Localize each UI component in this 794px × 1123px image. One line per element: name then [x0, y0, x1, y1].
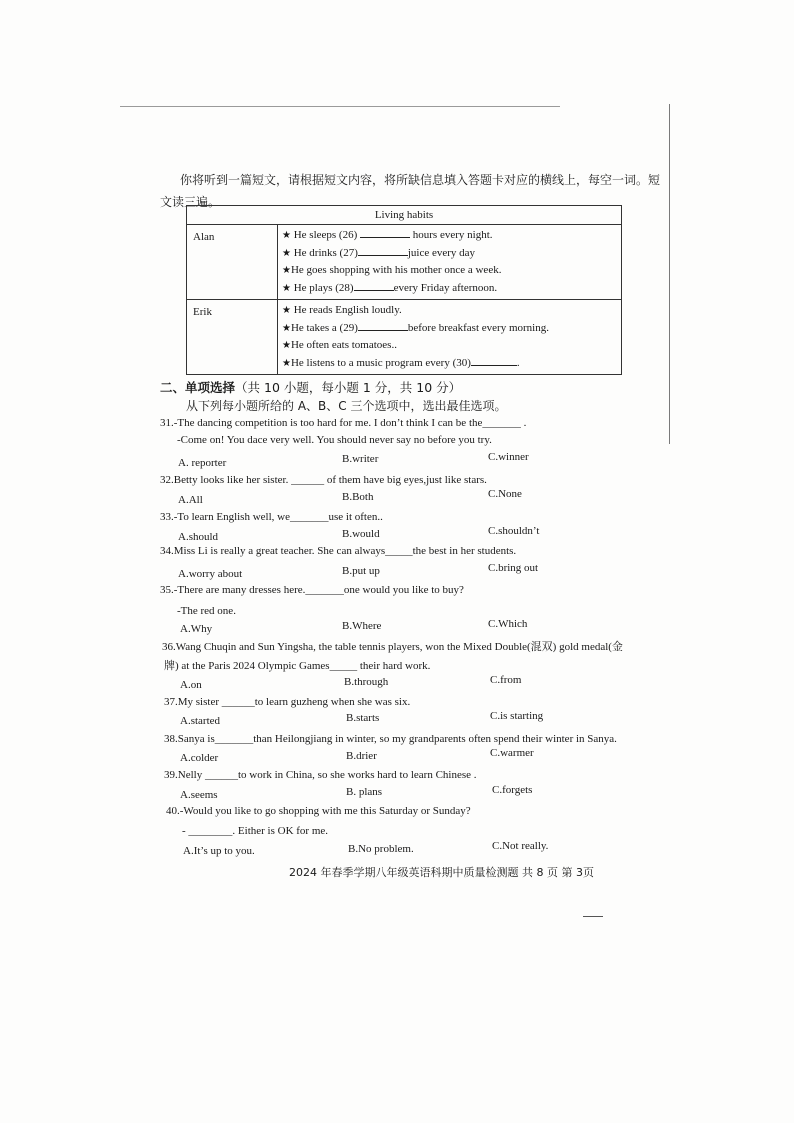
- page-footer: 2024 年春季学期八年级英语科期中质量检测题 共 8 页 第 3页: [289, 866, 594, 879]
- option-b: B.Both: [342, 491, 374, 503]
- option-b: B.Where: [342, 620, 382, 632]
- option-a: A.should: [178, 531, 219, 543]
- question-37: 37.My sister ______to learn guzheng when she was six.: [164, 696, 411, 708]
- bottom-dash: [583, 916, 603, 917]
- star-icon: ★: [282, 322, 291, 334]
- option-c: C.warmer: [490, 747, 534, 759]
- option-c: C.is starting: [490, 710, 544, 722]
- option-a: A.seems: [180, 789, 218, 801]
- table-row-erik: [187, 300, 622, 375]
- option-a: A.worry about: [178, 568, 243, 580]
- answer-blank-28: [354, 280, 394, 291]
- option-b: B.put up: [342, 565, 380, 577]
- option-c: C.forgets: [492, 784, 533, 796]
- question-40-reply: - ________. Either is OK for me.: [182, 825, 329, 837]
- option-b: B. plans: [346, 786, 383, 798]
- question-38: 38.Sanya is_______than Heilongjiang in winter, so my grandparents often spend their winter in Sanya.: [164, 733, 617, 745]
- question-31-reply: -Come on! You dace very well. You should never say no before you try.: [177, 434, 492, 446]
- option-b: B.No problem.: [348, 843, 414, 855]
- answer-blank-26: [360, 227, 410, 238]
- question-34: 34.Miss Li is really a great teacher. She can always_____the best in her students.: [160, 545, 517, 557]
- star-icon: ★: [282, 247, 291, 259]
- habit-item: ★ He sleeps (26) hours every night.: [282, 229, 493, 241]
- habit-item: ★ He plays (28) every Friday afternoon.: [282, 281, 498, 294]
- answer-blank-29: [358, 320, 408, 331]
- star-icon: ★: [282, 340, 291, 351]
- option-c: C.Not really.: [492, 840, 549, 852]
- habit-item: ★ He reads English loudly.: [282, 304, 402, 316]
- option-b: B.starts: [346, 712, 380, 724]
- question-32: 32.Betty looks like her sister. ______ of them have big eyes,just like stars.: [160, 474, 487, 486]
- habit-list: [278, 225, 622, 300]
- top-rule: [120, 106, 560, 107]
- option-c: C.winner: [488, 451, 529, 463]
- star-icon: ★: [282, 230, 291, 241]
- question-35-reply: -The red one.: [177, 605, 236, 617]
- star-icon: ★: [282, 282, 291, 294]
- option-c: C.Which: [488, 618, 528, 630]
- section-subtitle: （共 10 小题，每小题 1 分，共 10 分）: [235, 380, 462, 395]
- option-c: C.shouldn’t: [488, 525, 540, 537]
- option-a: A.started: [180, 715, 221, 727]
- person-name: Erik: [187, 300, 278, 375]
- question-40: 40.-Would you like to go shopping with me this Saturday or Sunday?: [166, 805, 471, 817]
- section-heading: [160, 378, 461, 396]
- option-a: A.It’s up to you.: [183, 845, 255, 857]
- habit-item: ★He often eats tomatoes..: [282, 339, 397, 351]
- question-31: 31.-The dancing competition is too hard for me. I don’t think I can be the_______ .: [160, 417, 527, 429]
- option-c: C.None: [488, 488, 522, 500]
- option-b: B.through: [344, 676, 389, 688]
- star-icon: ★: [282, 357, 291, 369]
- option-c: C.bring out: [488, 562, 539, 574]
- answer-blank-30: [471, 355, 517, 366]
- option-a: A.colder: [180, 752, 219, 764]
- habit-list: [278, 300, 622, 375]
- table-row-alan: [187, 225, 622, 300]
- habit-item: ★He listens to a music program every (30) .: [282, 356, 520, 369]
- star-icon: ★: [282, 265, 291, 276]
- star-icon: ★: [282, 305, 291, 316]
- living-habits-table: [186, 205, 622, 375]
- question-39: 39.Nelly ______to work in China, so she works hard to learn Chinese .: [164, 769, 477, 781]
- table-title: Living habits: [187, 206, 622, 225]
- question-36: 36.Wang Chuqin and Sun Yingsha, the table tennis players, won the Mixed Double(混双) gold medal(金: [162, 641, 623, 653]
- section-title: 二、单项选择: [160, 380, 236, 395]
- question-35: 35.-There are many dresses here._______one would you like to buy?: [160, 584, 464, 596]
- question-36-cont: 牌) at the Paris 2024 Olympic Games_____ their hard work.: [164, 660, 431, 672]
- section-instruction: 从下列每小题所给的 A、B、C 三个选项中，选出最佳选项。: [186, 399, 507, 413]
- option-c: C.from: [490, 674, 522, 686]
- option-b: B.drier: [346, 750, 377, 762]
- answer-blank-27: [358, 245, 408, 256]
- habit-item: ★He takes a (29) before breakfast every morning.: [282, 321, 549, 334]
- margin-rule: [669, 104, 670, 444]
- question-33: 33.-To learn English well, we_______use it often..: [160, 511, 383, 523]
- option-b: B.would: [342, 528, 380, 540]
- option-a: A.on: [180, 679, 202, 691]
- option-a: A.Why: [180, 623, 213, 635]
- habit-item: ★He goes shopping with his mother once a week.: [282, 264, 502, 276]
- habit-item: ★ He drinks (27) juice every day: [282, 246, 476, 259]
- person-name: Alan: [187, 225, 278, 300]
- option-b: B.writer: [342, 453, 379, 465]
- listening-instruction-cont: 文读三遍。: [160, 195, 221, 209]
- option-a: A.All: [178, 494, 203, 506]
- listening-instruction: 你将听到一篇短文，请根据短文内容，将所缺信息填入答题卡对应的横线上，每空一词。短: [180, 173, 661, 187]
- option-a: A. reporter: [178, 457, 227, 469]
